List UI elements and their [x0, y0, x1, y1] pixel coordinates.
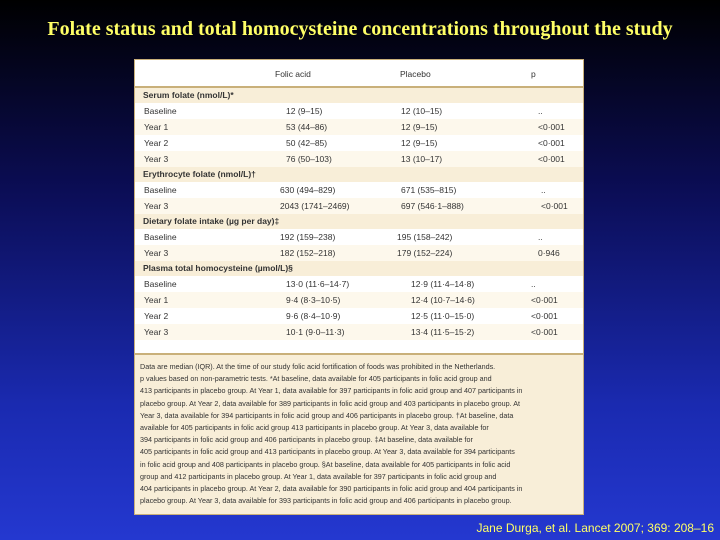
placebo-value: 671 (535–815)	[401, 185, 457, 195]
p-value: 0·946	[538, 248, 560, 258]
table-row	[135, 245, 583, 261]
folic-acid-value: 182 (152–218)	[280, 248, 336, 258]
p-value: ..	[541, 185, 546, 195]
footnote-line: placebo group. At Year 2, data available for 389 participants in folic acid group and 403 participants in placebo group. At	[140, 398, 520, 408]
p-value: <0·001	[538, 138, 565, 148]
footnote-line: available for 405 participants in folic acid group 413 participants in placebo group. At Year 3, data available for	[140, 423, 489, 433]
table-header	[135, 60, 583, 88]
placebo-value: 12·4 (10·7–14·6)	[411, 295, 475, 305]
table-body	[135, 88, 583, 340]
column-header-folic-acid: Folic acid	[275, 69, 311, 79]
folic-acid-value: 50 (42–85)	[286, 138, 328, 148]
placebo-value: 12 (9–15)	[401, 122, 438, 132]
p-value: <0·001	[538, 154, 565, 164]
placebo-value: 13·4 (11·5–15·2)	[411, 327, 475, 337]
slide-title: Folate status and total homocysteine concentrations throughout the study	[47, 18, 673, 40]
placebo-value: 13 (10–17)	[401, 154, 443, 164]
folic-acid-value: 13·0 (11·6–14·7)	[286, 279, 350, 289]
row-label: Baseline	[144, 232, 177, 242]
row-label: Year 3	[144, 327, 169, 337]
row-label: Baseline	[144, 279, 177, 289]
row-label: Year 2	[144, 138, 169, 148]
folic-acid-value: 192 (159–238)	[280, 232, 336, 242]
table-row	[135, 198, 583, 214]
row-label: Year 1	[144, 122, 169, 132]
p-value: <0·001	[531, 311, 558, 321]
row-label: Baseline	[144, 185, 177, 195]
placebo-value: 12·5 (11·0–15·0)	[411, 311, 475, 321]
footnote-line: in folic acid group and 408 participants in placebo group. §At baseline, data available for 405 participants in folic acid	[140, 459, 511, 469]
p-value: <0·001	[531, 327, 558, 337]
table-row	[135, 292, 583, 308]
row-label: Year 3	[144, 154, 169, 164]
folic-acid-value: 9·4 (8·3–10·5)	[286, 295, 341, 305]
table-row	[135, 135, 583, 151]
section-heading: Serum folate (nmol/L)*	[135, 88, 583, 103]
column-header-placebo: Placebo	[400, 69, 431, 79]
placebo-value: 12·9 (11·4–14·8)	[411, 279, 475, 289]
section-heading: Erythrocyte folate (nmol/L)†	[135, 167, 583, 182]
p-value: ..	[531, 279, 536, 289]
p-value: <0·001	[538, 122, 565, 132]
results-table	[134, 59, 584, 515]
placebo-value: 12 (10–15)	[401, 106, 443, 116]
p-value: <0·001	[541, 201, 568, 211]
p-value: ..	[538, 232, 543, 242]
table-row	[135, 324, 583, 340]
row-label: Baseline	[144, 106, 177, 116]
table-row	[135, 308, 583, 324]
folic-acid-value: 10·1 (9·0–11·3)	[286, 327, 345, 337]
footnote-line: Data are median (IQR). At the time of our study folic acid fortification of foods was prohibited in the Netherlands.	[140, 362, 496, 371]
table-row	[135, 229, 583, 245]
column-header-p: p	[531, 69, 536, 79]
p-value: <0·001	[531, 295, 558, 305]
citation: Jane Durga, et al. Lancet 2007; 369: 208–16	[476, 521, 714, 535]
placebo-value: 179 (152–224)	[397, 248, 453, 258]
footnote-line: 413 participants in placebo group. At Year 1, data available for 397 participants in folic acid group and 407 participants in	[140, 386, 523, 396]
table-row	[135, 103, 583, 119]
p-value: ..	[538, 106, 543, 116]
folic-acid-value: 12 (9–15)	[286, 106, 323, 116]
section-heading: Plasma total homocysteine (µmol/L)§	[135, 261, 583, 276]
footnote-line: 404 participants in placebo group. At Year 2, data available for 390 participants in folic acid group and 404 participants in	[140, 484, 523, 494]
folic-acid-value: 2043 (1741–2469)	[280, 201, 350, 211]
table-footnote	[135, 353, 583, 514]
footnote-line: 405 participants in folic acid group and 413 participants in placebo group. At Year 3, data available for 394 participants	[140, 447, 515, 457]
footnote-line: 394 participants in folic acid group and 406 participants in placebo group. ‡At baseline, data available for	[140, 435, 473, 445]
folic-acid-value: 630 (494–829)	[280, 185, 336, 195]
table-row	[135, 119, 583, 135]
table-row	[135, 182, 583, 198]
folic-acid-value: 53 (44–86)	[286, 122, 328, 132]
row-label: Year 3	[144, 248, 169, 258]
table-row	[135, 151, 583, 167]
footnote-line: placebo group. At Year 3, data available for 393 participants in folic acid group and 406 participants in placebo group.	[140, 496, 512, 506]
table-row	[135, 276, 583, 292]
row-label: Year 1	[144, 295, 169, 305]
row-label: Year 3	[144, 201, 169, 211]
footnote-line: group and 412 participants in placebo group. At Year 1, data available for 397 participants in folic acid group and	[140, 471, 497, 481]
footnote-line: p values based on non-parametric tests. *At baseline, data available for 405 participants in folic acid group and	[140, 374, 492, 384]
placebo-value: 12 (9–15)	[401, 138, 438, 148]
folic-acid-value: 76 (50–103)	[286, 154, 332, 164]
folic-acid-value: 9·6 (8·4–10·9)	[286, 311, 341, 321]
section-heading: Dietary folate intake (µg per day)‡	[135, 214, 583, 229]
row-label: Year 2	[144, 311, 169, 321]
placebo-value: 697 (546·1–888)	[401, 201, 464, 211]
footnote-line: Year 3, data available for 394 participants in folic acid group and 406 participants in placebo group. †At baseline, data	[140, 410, 514, 420]
placebo-value: 195 (158–242)	[397, 232, 453, 242]
